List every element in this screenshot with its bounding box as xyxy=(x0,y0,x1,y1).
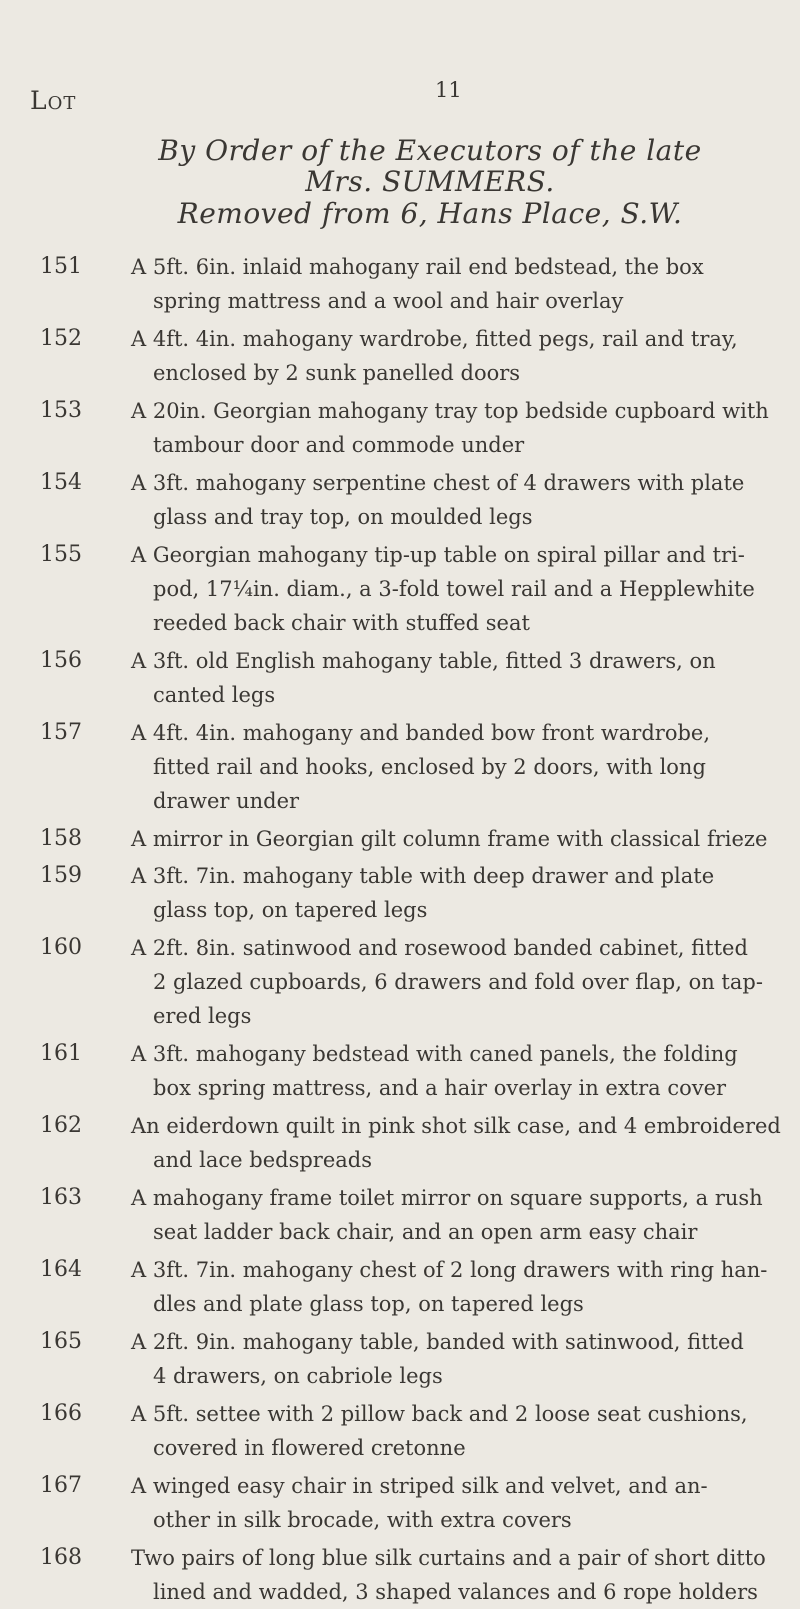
lot-number: 165 xyxy=(40,1329,82,1354)
lot-description xyxy=(131,1253,781,1321)
lot-description xyxy=(131,466,781,534)
lot-description-line: ered legs xyxy=(153,1004,252,1029)
lot-description xyxy=(131,822,781,856)
lot-description-line: A 2ft. 9in. mahogany table, banded with satinwood, fitted xyxy=(131,1330,744,1354)
lot-description-line: enclosed by 2 sunk panelled doors xyxy=(153,360,521,385)
page-number: 11 xyxy=(435,78,462,102)
lot-description xyxy=(131,716,781,818)
lot-description-line: A mahogany frame toilet mirror on square supports, a rush xyxy=(131,1186,763,1211)
lot-description-line: seat ladder back chair, and an open arm easy chair xyxy=(153,1220,698,1245)
lot-number: 164 xyxy=(40,1257,82,1283)
lot-number: 155 xyxy=(40,541,82,567)
lot-description xyxy=(131,1469,781,1537)
lot-description xyxy=(131,931,781,1033)
lot-description-line: glass and tray top, on moulded legs xyxy=(153,504,533,529)
lot-description-line: canted legs xyxy=(153,682,276,707)
lot-description-line: box spring mattress, and a hair overlay in extra cover xyxy=(153,1076,727,1101)
lot-number: 151 xyxy=(40,254,82,279)
lot-description xyxy=(131,1397,781,1465)
lot-description-line: fitted rail and hooks, enclosed by 2 doors, with long xyxy=(153,754,706,779)
lot-description xyxy=(131,250,781,318)
lot-description xyxy=(131,1325,781,1393)
lot-description xyxy=(131,1541,781,1609)
lot-description-line: A 4ft. 4in. mahogany wardrobe, fitted pegs, rail and tray, xyxy=(131,326,738,351)
lot-description-line: A mirror in Georgian gilt column frame with classical frieze xyxy=(131,826,768,851)
lot-description-line: dles and plate glass top, on tapered legs xyxy=(153,1292,584,1317)
lot-number: 163 xyxy=(40,1185,82,1211)
lot-description-line: other in silk brocade, with extra covers xyxy=(153,1507,572,1532)
lot-description-line: pod, 17¼in. diam., a 3-fold towel rail and a Hepplewhite xyxy=(153,576,755,601)
lot-description xyxy=(131,1109,781,1177)
lot-number: 157 xyxy=(40,719,82,745)
lot-description-line: covered in flowered cretonne xyxy=(153,1435,466,1460)
lot-description-line: A 20in. Georgian mahogany tray top bedside cupboard with xyxy=(131,398,769,423)
lot-description xyxy=(131,1181,781,1249)
lot-description xyxy=(131,644,781,712)
lot-description-line: An eiderdown quilt in pink shot silk case, and 4 embroidered xyxy=(131,1114,781,1139)
lot-description-line: A 5ft. settee with 2 pillow back and 2 loose seat cushions, xyxy=(131,1401,748,1426)
lot-number: 153 xyxy=(40,397,82,423)
lot-description xyxy=(131,859,781,927)
lot-number: 168 xyxy=(40,1544,82,1570)
lot-description xyxy=(131,322,781,390)
lot-number: 162 xyxy=(40,1113,82,1139)
lot-description xyxy=(131,538,781,640)
lot-description-line: and lace bedspreads xyxy=(153,1148,373,1173)
lot-description-line: A 3ft. 7in. mahogany table with deep drawer and plate xyxy=(131,864,715,889)
lot-description-line: spring mattress and a wool and hair overlay xyxy=(153,289,624,313)
lot-description-line: A winged easy chair in striped silk and velvet, and an- xyxy=(131,1473,708,1498)
lot-description-line: tambour door and commode under xyxy=(153,432,525,457)
lot-number: 158 xyxy=(40,825,82,851)
lot-description-line: A 3ft. 7in. mahogany chest of 2 long drawers with ring han- xyxy=(131,1258,768,1283)
lot-description-line: A 3ft. mahogany bedstead with caned panels, the folding xyxy=(131,1042,738,1067)
lot-number: 152 xyxy=(40,325,82,351)
lot-number: 154 xyxy=(40,469,82,495)
lot-description-line: drawer under xyxy=(153,788,300,813)
lot-description xyxy=(131,394,781,462)
lot-number: 160 xyxy=(40,935,82,961)
lot-description-line: reeded back chair with stuffed seat xyxy=(153,610,530,635)
lot-description-line: Two pairs of long blue silk curtains and a pair of short ditto xyxy=(131,1545,766,1570)
lot-description-line: lined and wadded, 3 shaped valances and 6 rope holders xyxy=(153,1579,758,1604)
lot-number: 167 xyxy=(40,1472,82,1498)
lot-number: 161 xyxy=(40,1041,82,1067)
sale-title-line-2: Mrs. SUMMERS. xyxy=(305,165,555,198)
lot-description-line: A Georgian mahogany tip-up table on spiral pillar and tri- xyxy=(131,542,745,567)
lot-description-line: A 3ft. old English mahogany table, fitted 3 drawers, on xyxy=(131,648,716,673)
lot-description-line: 4 drawers, on cabriole legs xyxy=(153,1364,443,1388)
lot-description-line: A 2ft. 8in. satinwood and rosewood banded cabinet, fitted xyxy=(131,936,748,961)
lot-number: 166 xyxy=(40,1400,82,1426)
sale-title-line-1: By Order of the Executors of the late xyxy=(158,134,702,167)
lot-description-line: A 5ft. 6in. inlaid mahogany rail end bedstead, the box xyxy=(131,255,704,279)
lot-number: 159 xyxy=(40,863,82,889)
lot-description-line: glass top, on tapered legs xyxy=(153,898,428,923)
lot-description xyxy=(131,1037,781,1105)
lot-description-line: A 4ft. 4in. mahogany and banded bow front wardrobe, xyxy=(131,720,711,745)
lot-description-line: A 3ft. mahogany serpentine chest of 4 drawers with plate xyxy=(131,470,745,495)
lot-column-heading: Lot xyxy=(30,86,77,115)
sale-title-line-3: Removed from 6, Hans Place, S.W. xyxy=(177,197,683,230)
lot-number: 156 xyxy=(40,647,82,673)
lot-description-line: 2 glazed cupboards, 6 drawers and fold over flap, on tap- xyxy=(153,970,763,995)
